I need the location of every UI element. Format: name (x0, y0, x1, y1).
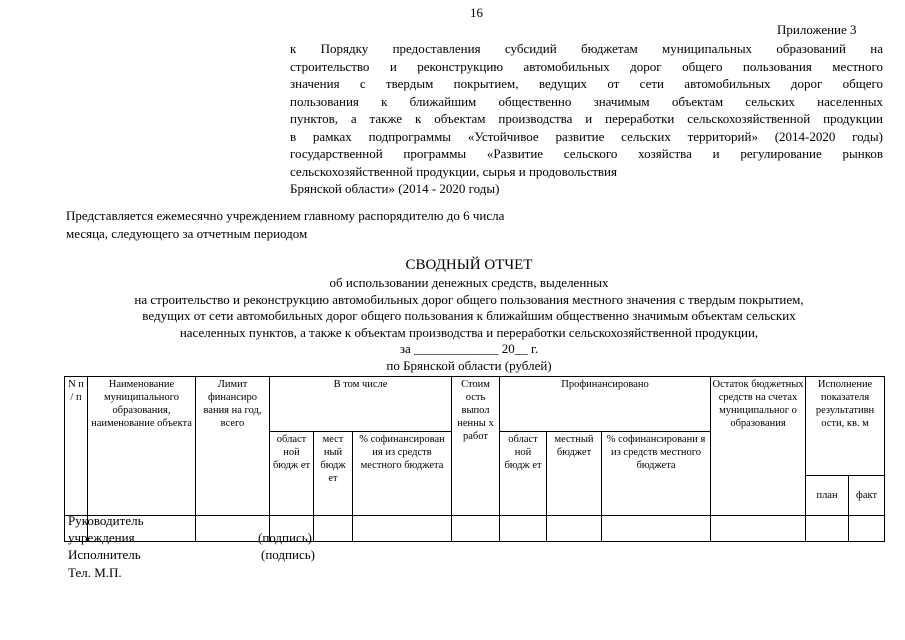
header-number: N п / п (65, 377, 88, 516)
header-regional-budget: област ной бюдж ет (270, 431, 314, 515)
header-fact: факт (849, 475, 885, 515)
signature-institution: учреждения (68, 530, 135, 545)
appendix-line: сельскохозяйственной продукции, сырья и продовольствия (290, 163, 617, 179)
report-subtitle (0, 275, 905, 374)
table-cell (711, 515, 806, 541)
table-cell (353, 515, 452, 541)
header-financed-local: местный бюджет (547, 431, 602, 515)
header-local-budget: мест ный бюдж ет (314, 431, 353, 515)
report-subtitle-line: ведущих от сети автомобильных дорог общего пользования к ближайшим общественно значимым объектам сельских (142, 308, 796, 323)
table-cell (547, 515, 602, 541)
signature-sign-2: (подпись) (261, 547, 315, 562)
appendix-line: пользования к ближайшим общественно значимым объектам сельских населенных (290, 93, 883, 109)
signature-phone: Тел. М.П. (68, 565, 122, 580)
header-financed: Профинансировано (500, 377, 711, 432)
report-subtitle-line: населенных пунктов, а также к объектам производства и переработки сельскохозяйственной продукции, (179, 324, 759, 340)
page-number: 16 (470, 5, 483, 20)
header-plan: план (806, 475, 849, 515)
table-cell (500, 515, 547, 541)
header-municipality: Наименование муниципального образования, наименование объекта (88, 377, 196, 516)
appendix-line: Брянской области» (2014 - 2020 годы) (290, 181, 500, 196)
signature-executor: Исполнитель (68, 547, 141, 562)
appendix-line: строительство и реконструкцию автомобильных дорог общего пользования местного (290, 58, 883, 74)
note-line: Представляется ежемесячно учреждением главному распорядителю до 6 числа (66, 208, 505, 223)
appendix-title: Приложение 3 (777, 22, 857, 37)
appendix-line: государственной программы «Развитие сельского хозяйства и регулирование рынков (290, 146, 883, 161)
signature-head: Руководитель (68, 513, 144, 528)
appendix-line: значения с твердым покрытием, ведущих от сети автомобильных дорог общего (290, 76, 883, 91)
report-title: СВОДНЫЙ ОТЧЕТ (405, 257, 533, 273)
appendix-line: пунктов, а также к объектам производства и переработки сельскохозяйственной продукции (290, 111, 883, 126)
table-cell (849, 515, 885, 541)
header-limit: Лимит финансиро вания на год, всего (196, 377, 270, 516)
header-execution: Исполнение показателя результативн ости, кв. м (806, 377, 885, 432)
table-cell (452, 515, 500, 541)
report-period: за _____________ 20__ г. (399, 341, 539, 356)
table-cell (806, 515, 849, 541)
note-line: месяца, следующего за отчетным периодом (66, 226, 308, 241)
table-cell (602, 515, 711, 541)
header-work-cost: Стоим ость выпол ненны х работ (452, 377, 500, 516)
signature-sign-1: (подпись) (258, 530, 312, 545)
submission-note (66, 207, 504, 243)
report-region: по Брянской области (рублей) (386, 357, 552, 373)
header-financed-percent: % софинансировани я из средств местного бюджета (602, 431, 711, 515)
report-subtitle-line: на строительство и реконструкцию автомобильных дорог общего пользования местного значения с твердым покрытием, (134, 291, 804, 307)
header-remainder: Остаток бюджетных средств на счетах муниципальног о образования (711, 377, 806, 516)
table-row (65, 515, 885, 541)
report-subtitle-line: об использовании денежных средств, выделенных (329, 275, 609, 290)
header-financed-regional: област ной бюдж ет (500, 431, 547, 515)
appendix-line: к Порядку предоставления субсидий бюджетам муниципальных образований на (290, 41, 883, 56)
header-execution-spacer (806, 431, 885, 475)
table-cell (314, 515, 353, 541)
header-cofinancing-percent: % софинансирован ия из средств местного бюджета (353, 431, 452, 515)
appendix-line: в рамках подпрограммы «Устойчивое развитие сельских территорий» (2014-2020 годы) (290, 128, 883, 144)
appendix-text (290, 40, 883, 198)
report-table (64, 376, 885, 542)
header-including: В том числе (270, 377, 452, 432)
